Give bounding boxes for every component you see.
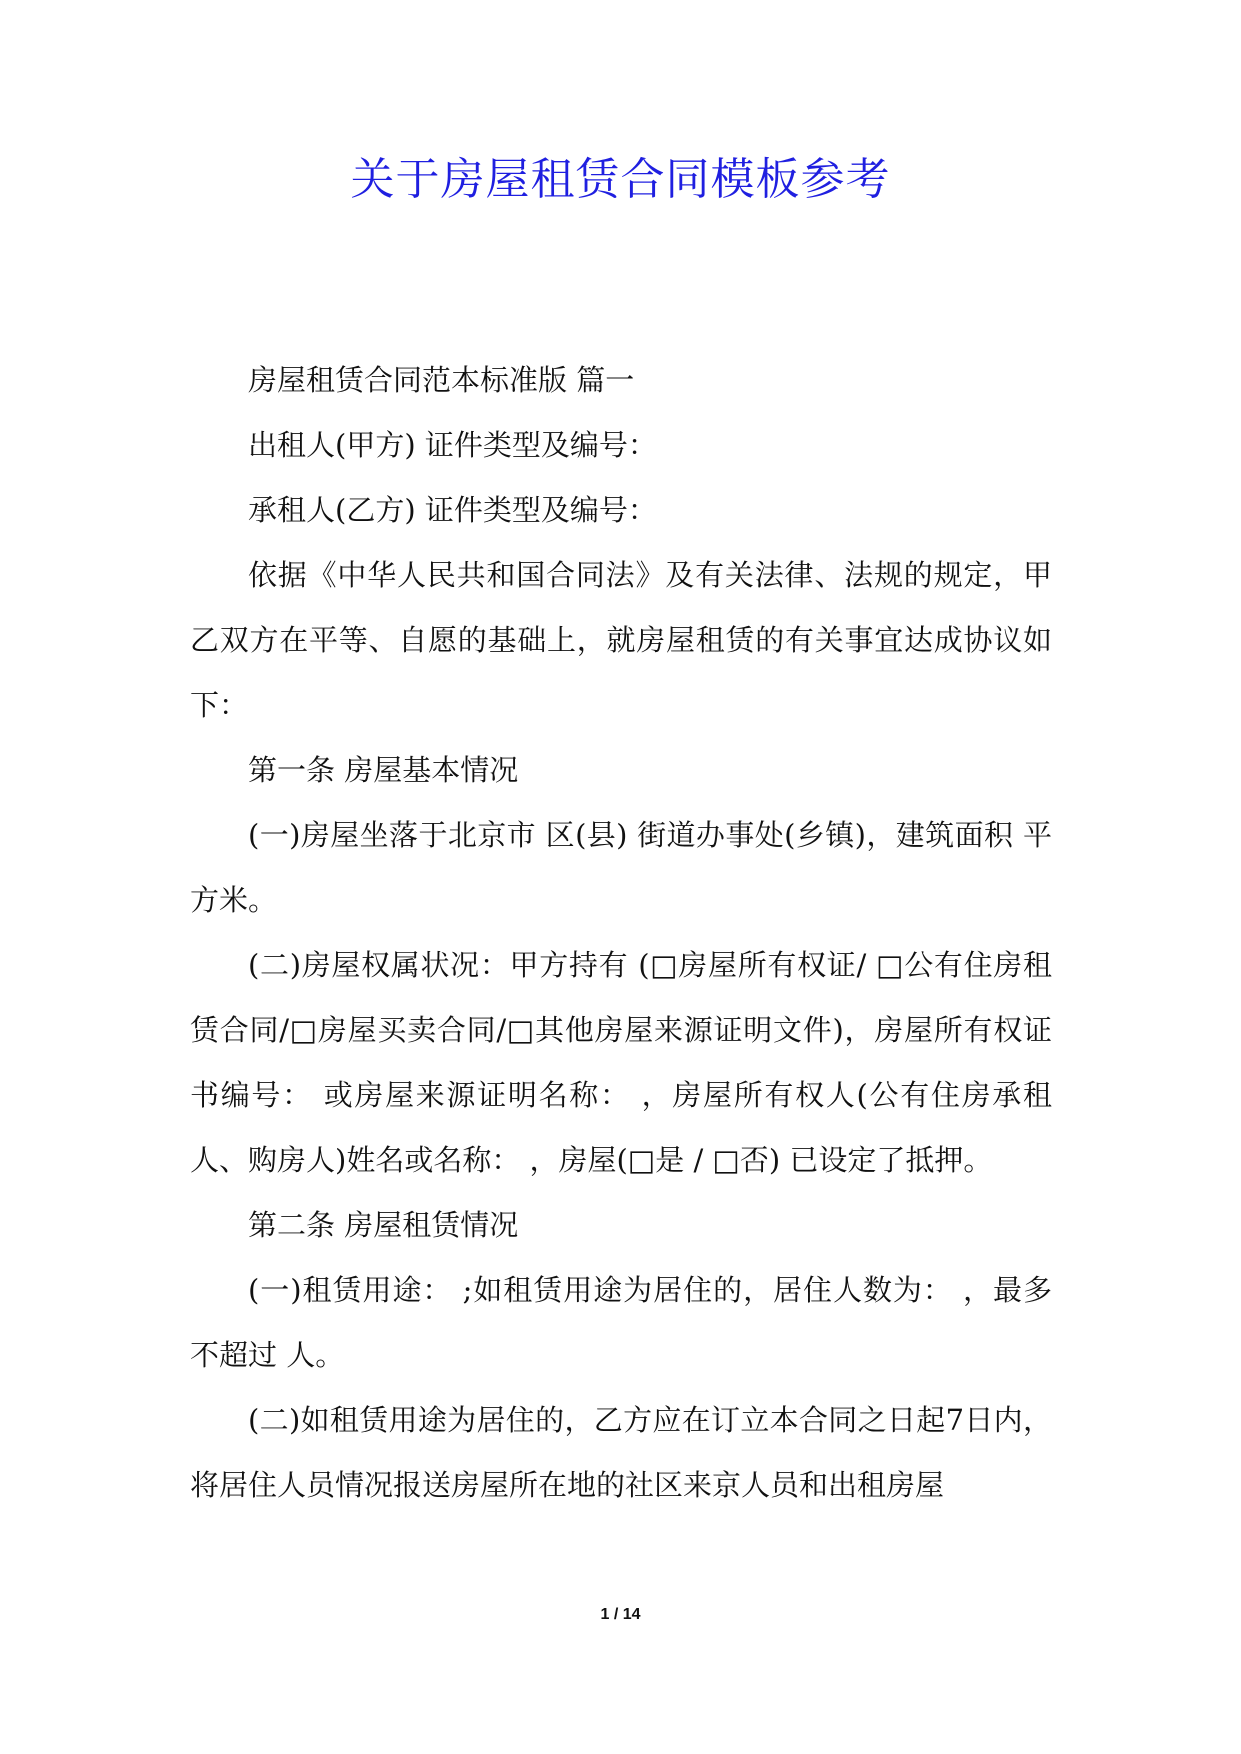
clause-ownership: (二)房屋权属状况：甲方持有 (□房屋所有权证/ □公有住房租赁合同/□房屋买卖合同/□其他房屋来源证明文件)，房屋所有权证书编号： 或房屋来源证明名称： ，房屋所有权人(公有住房承租人、购房人)姓名或名称： ，房屋(□是 / □否) 已设定了抵押。 [190,948,1052,1177]
lessee-line: 承租人(乙方) 证件类型及编号： [248,493,657,527]
article-two-heading: 第二条 房屋租赁情况 [248,1208,519,1242]
lessor-line: 出租人(甲方) 证件类型及编号： [248,428,657,462]
document-body [190,348,1052,1518]
clause-residents-report: (二)如租赁用途为居住的，乙方应在订立本合同之日起7日内，将居住人员情况报送房屋所在地的社区来京人员和出租房屋 [190,1403,1052,1502]
page-number: 1 / 14 [600,1606,641,1623]
clause-usage: (一)租赁用途： ;如租赁用途为居住的，居住人数为： ，最多不超过 人。 [190,1273,1052,1372]
preamble-paragraph: 依据《中华人民共和国合同法》及有关法律、法规的规定，甲乙双方在平等、自愿的基础上，就房屋租赁的有关事宜达成协议如下： [190,558,1052,722]
section-heading: 房屋租赁合同范本标准版 篇一 [248,363,635,397]
clause-location: (一)房屋坐落于北京市 区(县) 街道办事处(乡镇)，建筑面积 平方米。 [190,818,1052,917]
article-one-heading: 第一条 房屋基本情况 [248,753,519,787]
document-title: 关于房屋租赁合同模板参考 [350,154,891,205]
